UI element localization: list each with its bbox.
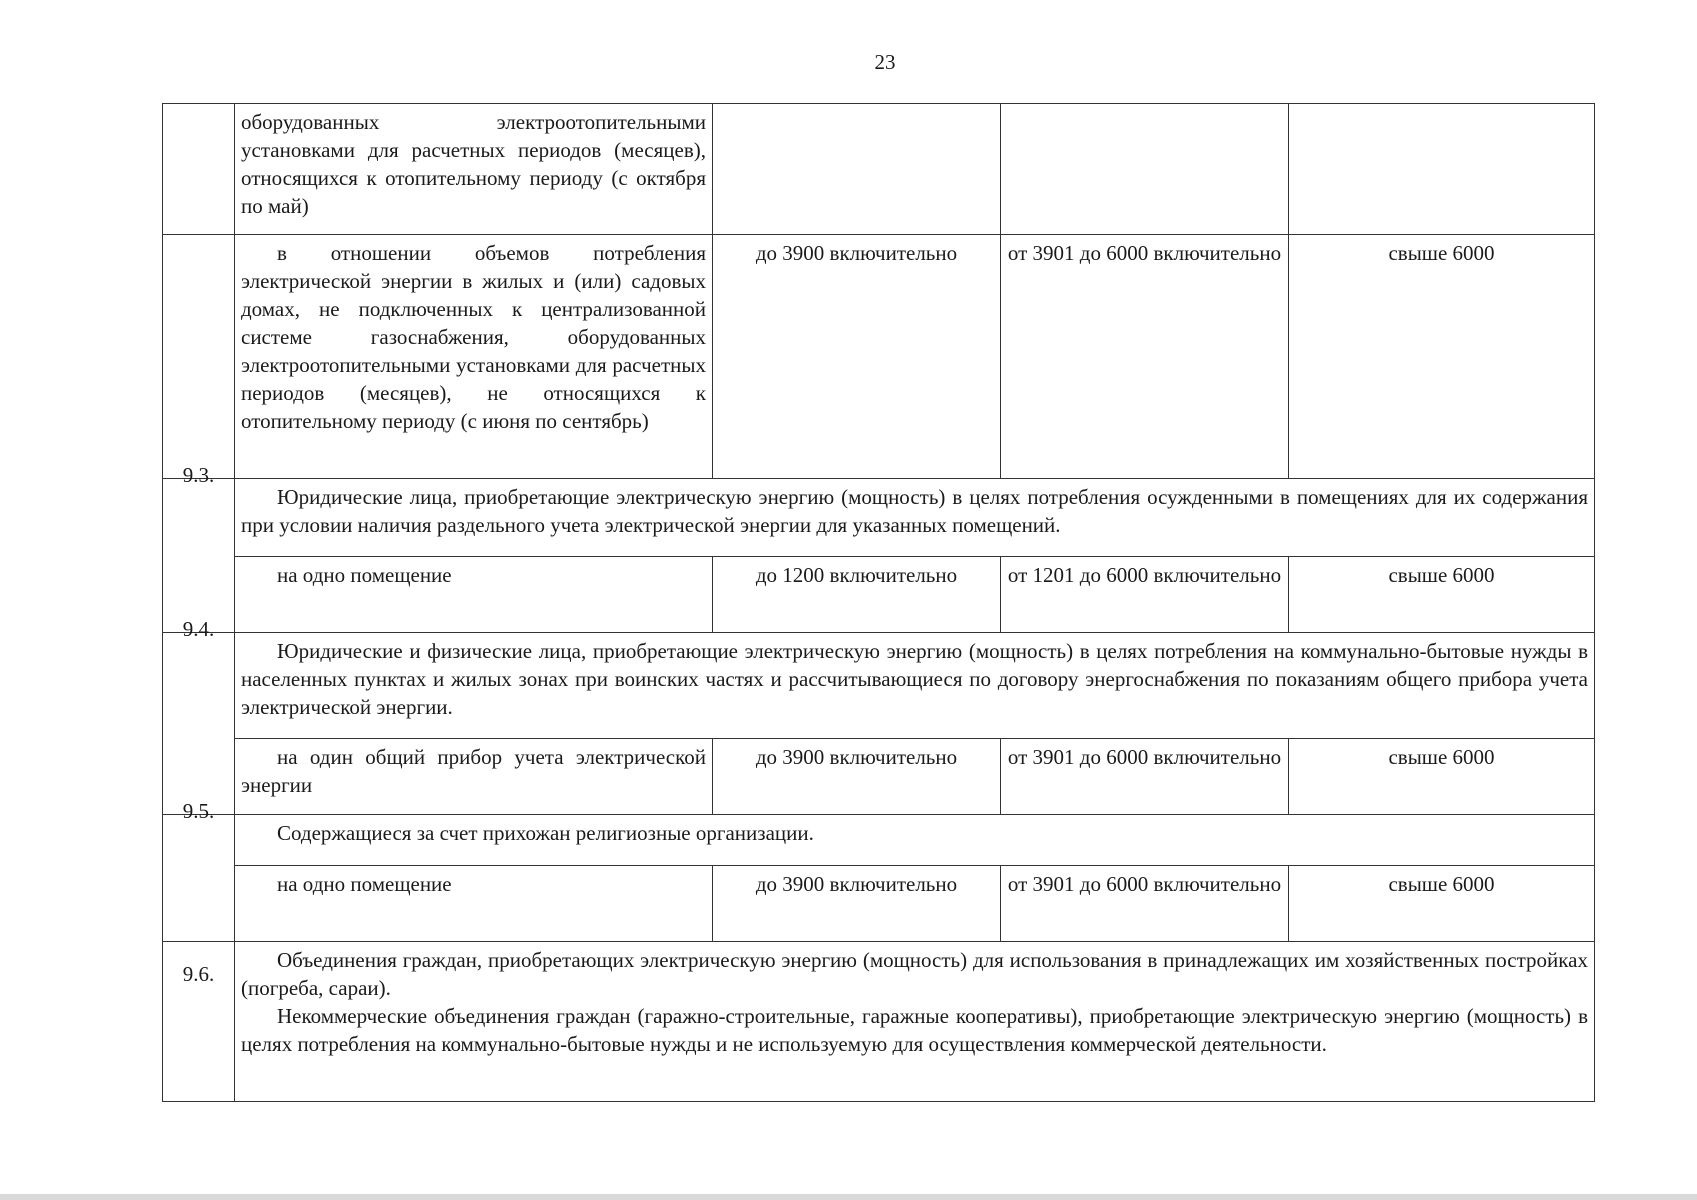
section-number-label: 9.5. bbox=[182, 799, 215, 823]
range-mid-cell bbox=[1001, 104, 1289, 235]
section-number-label: 9.4. bbox=[182, 617, 215, 641]
number-cell bbox=[163, 104, 235, 235]
consumption-table bbox=[162, 103, 1595, 1102]
table-row bbox=[163, 235, 1595, 479]
range-high-cell: свыше 6000 bbox=[1289, 739, 1595, 815]
range-low-cell: до 3900 включительно bbox=[713, 739, 1001, 815]
section-paragraph: Объединения граждан, приобретающих электрическую энергию (мощность) для использования в принадлежащих им хозяйственных постройках (погреба, сараи). bbox=[241, 948, 1588, 1000]
description-cell: оборудованных электроотопительными установками для расчетных периодов (месяцев), относящихся к отопительному периоду (с октября по май) bbox=[235, 104, 713, 235]
table-row bbox=[163, 104, 1595, 235]
description-cell: на одно помещение bbox=[235, 557, 713, 633]
range-mid-cell: от 3901 до 6000 включительно bbox=[1001, 866, 1289, 942]
table-row bbox=[163, 557, 1595, 633]
number-cell bbox=[163, 235, 235, 479]
scan-edge bbox=[0, 1194, 1697, 1200]
range-low-cell: до 3900 включительно bbox=[713, 235, 1001, 479]
range-mid-cell: от 3901 до 6000 включительно bbox=[1001, 235, 1289, 479]
description-cell: на один общий прибор учета электрической энергии bbox=[235, 739, 713, 815]
section-number bbox=[163, 942, 235, 1102]
section-title bbox=[235, 942, 1595, 1102]
page-number: 23 bbox=[874, 50, 896, 74]
section-number bbox=[163, 617, 235, 815]
section-header-row bbox=[163, 479, 1595, 557]
section-title: Юридические лица, приобретающие электрическую энергию (мощность) в целях потребления осужденными в помещениях для их содержания при условии наличия раздельного учета электрической энергии для указанных помещений. bbox=[235, 479, 1595, 557]
range-low-cell: до 1200 включительно bbox=[713, 557, 1001, 633]
description-cell: на одно помещение bbox=[235, 866, 713, 942]
section-number-label: 9.6. bbox=[182, 962, 215, 986]
section-header-row bbox=[163, 942, 1595, 1102]
section-number-label: 9.3. bbox=[182, 463, 215, 487]
description-cell: в отношении объемов потребления электрической энергии в жилых и (или) садовых домах, не подключенных к централизованной системе газоснабжения, оборудованных электроотопительными установками для расчетных периодов (месяцев), не относящихся к отопительному периоду (с июня по сентябрь) bbox=[235, 235, 713, 479]
section-number bbox=[163, 799, 235, 942]
range-high-cell: свыше 6000 bbox=[1289, 866, 1595, 942]
table-row bbox=[163, 739, 1595, 815]
section-title: Юридические и физические лица, приобретающие электрическую энергию (мощность) в целях потребления на коммунально-бытовые нужды в населенных пунктах и жилых зонах при воинских частях и рассчитывающиеся по договору энергоснабжения по показаниям общего прибора учета электрической энергии. bbox=[235, 633, 1595, 739]
range-high-cell: свыше 6000 bbox=[1289, 235, 1595, 479]
section-header-row bbox=[163, 633, 1595, 739]
range-high-cell: свыше 6000 bbox=[1289, 557, 1595, 633]
range-high-cell bbox=[1289, 104, 1595, 235]
range-low-cell bbox=[713, 104, 1001, 235]
section-number bbox=[163, 463, 235, 633]
section-title: Содержащиеся за счет прихожан религиозные организации. bbox=[235, 815, 1595, 866]
section-paragraph: Некоммерческие объединения граждан (гаражно-строительные, гаражные кооперативы), приобретающие электрическую энергию (мощность) в целях потребления на коммунально-бытовые нужды и не используемую для осуществления коммерческой деятельности. bbox=[241, 1004, 1588, 1056]
section-header-row bbox=[163, 815, 1595, 866]
range-mid-cell: от 3901 до 6000 включительно bbox=[1001, 739, 1289, 815]
range-low-cell: до 3900 включительно bbox=[713, 866, 1001, 942]
range-mid-cell: от 1201 до 6000 включительно bbox=[1001, 557, 1289, 633]
table-row bbox=[163, 866, 1595, 942]
